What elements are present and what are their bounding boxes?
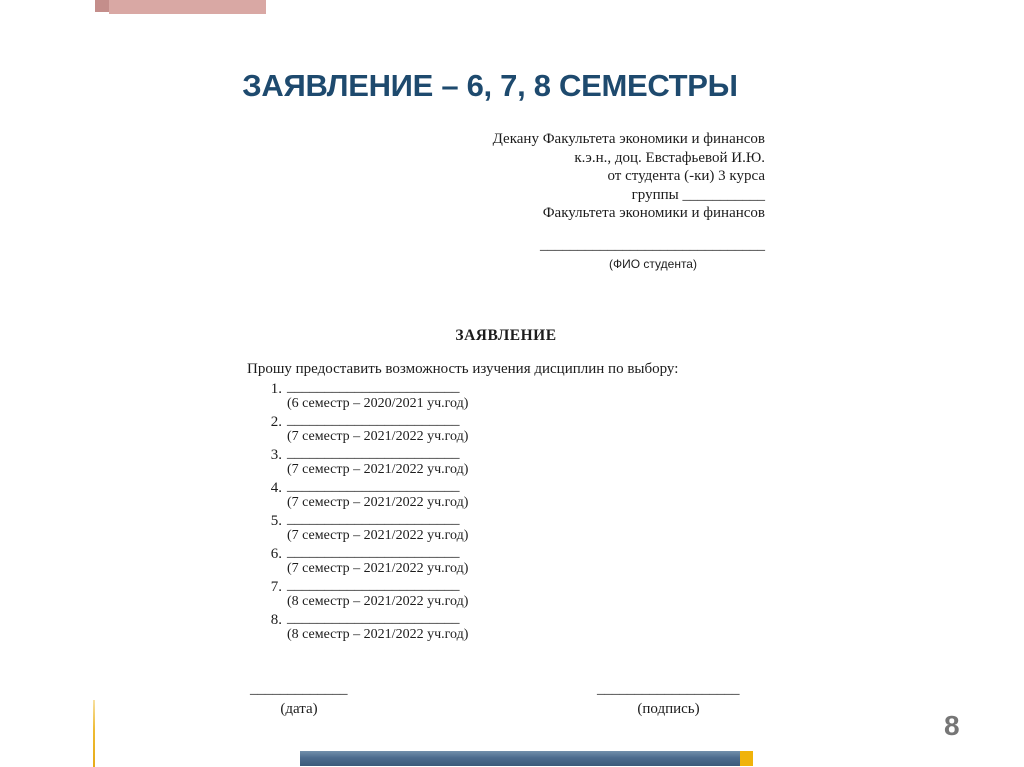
item-number: 5. (270, 513, 282, 529)
item-blank-line: _______________________ (287, 544, 460, 560)
date-caption: (дата) (280, 701, 318, 717)
pink-accent-bar-light (109, 0, 266, 14)
gold-accent-square (740, 751, 753, 766)
item-number: 8. (270, 612, 282, 628)
signature-blank-line: ___________________ (597, 681, 740, 697)
fio-caption: (ФИО студента) (609, 257, 697, 271)
item-semester-caption: (7 семестр – 2021/2022 уч.год) (287, 528, 469, 543)
item-semester-caption: (6 семестр – 2020/2021 уч.год) (287, 396, 469, 411)
item-blank-line: _______________________ (287, 379, 460, 395)
addressee-line: Декану Факультета экономики и финансов (492, 131, 765, 147)
discipline-item (247, 512, 507, 545)
addressee-block (420, 130, 765, 223)
item-semester-caption: (7 семестр – 2021/2022 уч.год) (287, 561, 469, 576)
discipline-item (247, 413, 507, 446)
discipline-list (247, 380, 507, 644)
discipline-item (247, 380, 507, 413)
addressee-line: от студента (-ки) 3 курса (607, 168, 765, 184)
date-blank-line: _____________ (250, 681, 348, 697)
item-number: 7. (270, 579, 282, 595)
slide-title: ЗАЯВЛЕНИЕ – 6, 7, 8 СЕМЕСТРЫ (242, 68, 738, 103)
addressee-line: Факультета экономики и финансов (542, 205, 765, 221)
page-number: 8 (944, 710, 960, 741)
item-semester-caption: (8 семестр – 2021/2022 уч.год) (287, 594, 469, 609)
item-number: 1. (270, 381, 282, 397)
item-number: 4. (270, 480, 282, 496)
item-number: 2. (270, 414, 282, 430)
item-blank-line: _______________________ (287, 610, 460, 626)
bottom-blue-bar (300, 751, 740, 766)
item-semester-caption: (8 семестр – 2021/2022 уч.год) (287, 627, 469, 642)
addressee-line: группы ___________ (631, 186, 765, 203)
application-intro: Прошу предоставить возможность изучения дисциплин по выбору: (247, 361, 679, 377)
item-blank-line: _______________________ (287, 577, 460, 593)
discipline-item (247, 611, 507, 644)
item-blank-line: _______________________ (287, 511, 460, 527)
item-number: 3. (270, 447, 282, 463)
item-blank-line: _______________________ (287, 412, 460, 428)
discipline-item (247, 446, 507, 479)
item-semester-caption: (7 семестр – 2021/2022 уч.год) (287, 429, 469, 444)
gold-vertical-line (93, 700, 95, 767)
fio-blank-line: ______________________________ (540, 237, 765, 253)
signature-caption: (подпись) (637, 701, 700, 717)
item-blank-line: _______________________ (287, 445, 460, 461)
item-semester-caption: (7 семестр – 2021/2022 уч.год) (287, 462, 469, 477)
item-semester-caption: (7 семестр – 2021/2022 уч.год) (287, 495, 469, 510)
addressee-line: к.э.н., доц. Евстафьевой И.Ю. (574, 149, 765, 166)
item-number: 6. (270, 546, 282, 562)
item-blank-line: _______________________ (287, 478, 460, 494)
application-heading: ЗАЯВЛЕНИЕ (455, 327, 557, 344)
pink-accent-bar-dark (95, 0, 109, 12)
discipline-item (247, 545, 507, 578)
discipline-item (247, 578, 507, 611)
discipline-item (247, 479, 507, 512)
